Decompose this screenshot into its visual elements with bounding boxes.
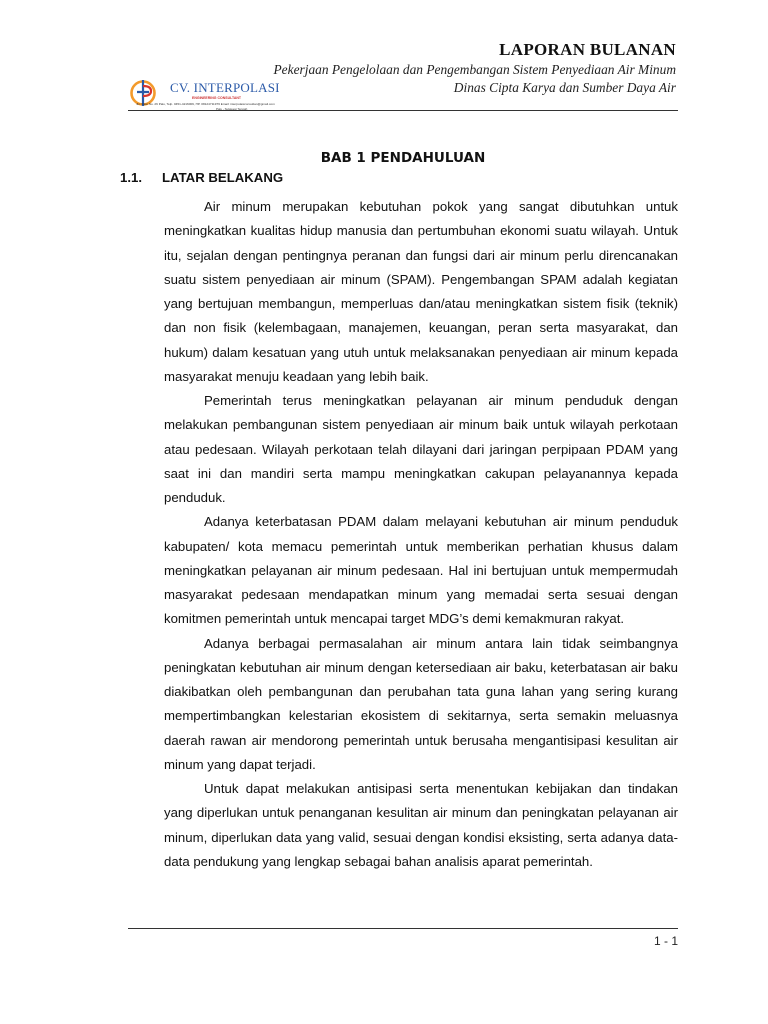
paragraph: Pemerintah terus meningkatkan pelayanan air minum penduduk dengan melakukan pembangunan sistem penyediaan air minum baik untuk wilayah perkotaan atau pedesaan. Wilayah perkotaan telah dilayani dari jaringan perpipaan PDAM yang saat ini dan mandiri serta mampu meningkatkan cakupan pelayanannya kepada penduduk. xyxy=(164,393,678,505)
paragraph: Air minum merupakan kebutuhan pokok yang sangat dibutuhkan untuk meningkatkan kualitas hidup manusia dan pertumbuhan ekonomi suatu wilayah. Untuk itu, sejalan dengan pentingnya peranan dan fungsi dari air minum perlu direncanakan suatu sistem penyediaan air minum (SPAM). Pengembangan SPAM adalah kegiatan yang bertujuan membangun, memperluas dan/atau meningkatkan sistem fisik (teknik) dan non fisik (kelembagaan, manajemen, keuangan, peran serta masyarakat, dan hukum) dalam kesatuan yang utuh untuk melaksanakan penyediaan air minum kepada masyarakat menuju keadaan yang lebih baik. xyxy=(164,199,678,384)
section-number: 1.1. xyxy=(120,170,142,185)
company-name: CV. INTERPOLASI xyxy=(170,80,280,95)
company-address: Jln. Rasi No. 26 Palu, Telp. 0451-4216009, HP. 08124711976 Email: interpolasiconsultan@gmail.com xyxy=(136,102,275,106)
agency-name: Dinas Cipta Karya dan Sumber Daya Air xyxy=(453,80,676,95)
report-title: LAPORAN BULANAN xyxy=(499,40,676,59)
project-name: Pekerjaan Pengelolaan dan Pengembangan Sistem Penyediaan Air Minum xyxy=(273,62,676,77)
footer-divider xyxy=(128,928,678,929)
company-emblem-icon xyxy=(128,78,168,112)
paragraph: Adanya berbagai permasalahan air minum antara lain tidak seimbangnya peningkatan kebutuhan air minum dengan ketersediaan air baku, keterbatasan air baku diakibatkan oleh pembangunan dan perubahan tata guna lahan yang sering kurang mempertimbangkan kelestarian ekosistem di sekitarnya, serta semakin meluasnya daerah rawan air mendorong pemerintah untuk berusaha mengantisipasi kesulitan air minum yang dapat terjadi. xyxy=(164,635,678,772)
section-heading xyxy=(120,170,283,185)
header-divider xyxy=(128,110,678,111)
section-title: LATAR BELAKANG xyxy=(162,170,284,185)
body-text xyxy=(164,195,678,874)
paragraph: Untuk dapat melakukan antisipasi serta menentukan kebijakan dan tindakan yang diperlukan untuk penanganan kesulitan air minum dan peningkatan pelayanan air minum, diperlukan data yang valid, sesuai dengan kondisi eksisting, serta adanya data-data pendukung yang lengkap sebagai bahan analisis aparat pemerintah. xyxy=(164,781,678,869)
company-city: Palu - Sulawesi Tengah xyxy=(216,107,248,111)
page-number: 1 - 1 xyxy=(653,934,678,948)
chapter-title: BAB 1 PENDAHULUAN xyxy=(320,150,486,166)
company-logo xyxy=(128,78,308,112)
paragraph: Adanya keterbatasan PDAM dalam melayani kebutuhan air minum penduduk kabupaten/ kota memacu pemerintah untuk memberikan perhatian khusus dalam meningkatkan pelayanan air minum pedesaan. Hal ini bertujuan untuk mempermudah masyarakat pedesaan mendapatkan minum yang memadai serta sesuai dengan komitmen pemerintah untuk mencapai target MDG’s demi kemakmuran rakyat. xyxy=(164,514,678,627)
company-tagline: ENGINEERING CONSULTANT xyxy=(192,96,242,100)
